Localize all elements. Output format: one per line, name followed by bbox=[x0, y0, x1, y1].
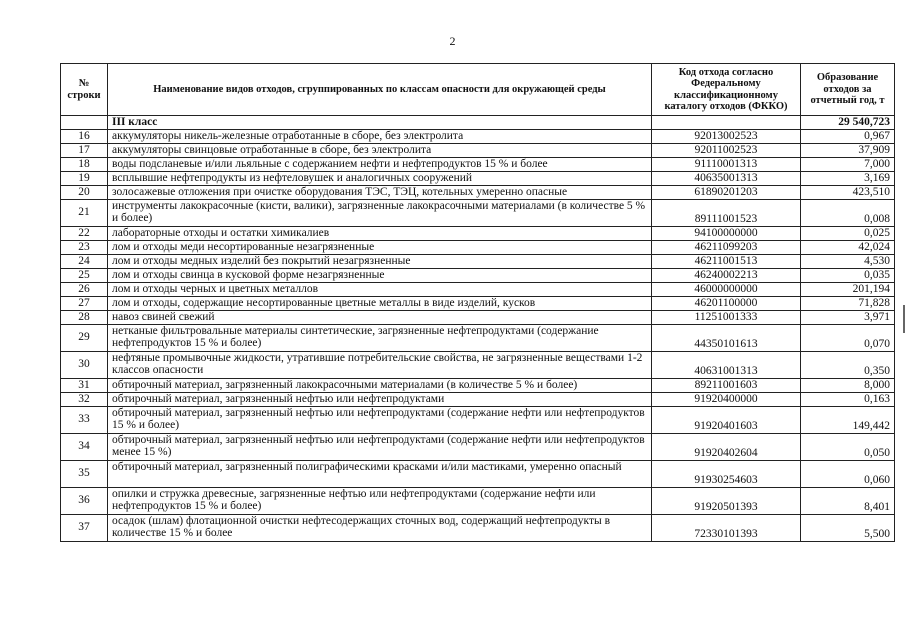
table-row bbox=[61, 392, 895, 406]
hazard-class-total: 29 540,723 bbox=[801, 116, 895, 130]
fkko-code: 91110001313 bbox=[652, 157, 801, 171]
fkko-code: 72330101393 bbox=[652, 514, 801, 541]
fkko-code: 94100000000 bbox=[652, 226, 801, 240]
fkko-code: 89211001603 bbox=[652, 378, 801, 392]
fkko-code: 46211099203 bbox=[652, 240, 801, 254]
row-number: 25 bbox=[61, 268, 108, 282]
waste-name: лом и отходы, содержащие несортированные цветные металлы в виде изделий, кусков bbox=[108, 296, 652, 310]
table-row bbox=[61, 143, 895, 157]
table-row bbox=[61, 378, 895, 392]
waste-name: нетканые фильтровальные материалы синтетические, загрязненные нефтепродуктами (содержание нефтепродуктов 15 % и более) bbox=[108, 324, 652, 351]
row-number: 20 bbox=[61, 185, 108, 199]
table-row bbox=[61, 514, 895, 541]
row-number: 36 bbox=[61, 487, 108, 514]
table-row bbox=[61, 296, 895, 310]
waste-name: золосажевые отложения при очистке оборудования ТЭС, ТЭЦ, котельных умеренно опасные bbox=[108, 185, 652, 199]
fkko-code: 46211001513 bbox=[652, 254, 801, 268]
table-row bbox=[61, 226, 895, 240]
waste-name: лом и отходы свинца в кусковой форме незагрязненные bbox=[108, 268, 652, 282]
table-row bbox=[61, 199, 895, 226]
waste-name: опилки и стружка древесные, загрязненные нефтью или нефтепродуктами (содержание нефти или нефтепродуктов 15 % и более) bbox=[108, 487, 652, 514]
hazard-class-row bbox=[61, 116, 895, 130]
table-row bbox=[61, 351, 895, 378]
table-header-row bbox=[61, 64, 895, 116]
row-number: 26 bbox=[61, 282, 108, 296]
waste-name: всплывшие нефтепродукты из нефтеловушек и аналогичных сооружений bbox=[108, 171, 652, 185]
waste-name: навоз свиней свежий bbox=[108, 310, 652, 324]
row-number: 19 bbox=[61, 171, 108, 185]
waste-name: аккумуляторы никель-железные отработанные в сборе, без электролита bbox=[108, 129, 652, 143]
fkko-code: 46201100000 bbox=[652, 296, 801, 310]
waste-name: инструменты лакокрасочные (кисти, валики), загрязненные лакокрасочными материалами (в количестве 5 % и более) bbox=[108, 199, 652, 226]
generated-amount: 3,971 bbox=[801, 310, 895, 324]
row-number: 18 bbox=[61, 157, 108, 171]
waste-name: воды подсланевые и/или льяльные с содержанием нефти и нефтепродуктов 15 % и более bbox=[108, 157, 652, 171]
fkko-code: 61890201203 bbox=[652, 185, 801, 199]
fkko-code: 11251001333 bbox=[652, 310, 801, 324]
row-number: 30 bbox=[61, 351, 108, 378]
waste-name: обтирочный материал, загрязненный нефтью или нефтепродуктами (содержание нефти или нефтепродуктов менее 15 %) bbox=[108, 433, 652, 460]
row-number: 23 bbox=[61, 240, 108, 254]
generated-amount: 8,000 bbox=[801, 378, 895, 392]
generated-amount: 0,025 bbox=[801, 226, 895, 240]
fkko-code: 44350101613 bbox=[652, 324, 801, 351]
row-number: 24 bbox=[61, 254, 108, 268]
table-row bbox=[61, 282, 895, 296]
generated-amount: 5,500 bbox=[801, 514, 895, 541]
fkko-code: 40631001313 bbox=[652, 351, 801, 378]
generated-amount: 0,967 bbox=[801, 129, 895, 143]
fkko-code: 91920402604 bbox=[652, 433, 801, 460]
generated-amount: 0,163 bbox=[801, 392, 895, 406]
row-number: 17 bbox=[61, 143, 108, 157]
generated-amount: 0,035 bbox=[801, 268, 895, 282]
generated-amount: 8,401 bbox=[801, 487, 895, 514]
table-row bbox=[61, 310, 895, 324]
generated-amount: 0,008 bbox=[801, 199, 895, 226]
row-number: 28 bbox=[61, 310, 108, 324]
page-number: 2 bbox=[449, 34, 456, 48]
fkko-code: 91920501393 bbox=[652, 487, 801, 514]
waste-name: обтирочный материал, загрязненный лакокрасочными материалами (в количестве 5 % и более) bbox=[108, 378, 652, 392]
waste-name: осадок (шлам) флотационной очистки нефтесодержащих сточных вод, содержащий нефтепродукты в количестве 15 % и более bbox=[108, 514, 652, 541]
table-row bbox=[61, 171, 895, 185]
class-row-code-cell bbox=[652, 116, 801, 130]
row-number: 34 bbox=[61, 433, 108, 460]
hazard-class-label: III класс bbox=[108, 116, 652, 130]
generated-amount: 149,442 bbox=[801, 406, 895, 433]
waste-table bbox=[60, 63, 895, 542]
row-number: 16 bbox=[61, 129, 108, 143]
row-number: 21 bbox=[61, 199, 108, 226]
fkko-code: 92011002523 bbox=[652, 143, 801, 157]
table-row bbox=[61, 129, 895, 143]
row-number: 35 bbox=[61, 460, 108, 487]
row-number: 29 bbox=[61, 324, 108, 351]
generated-amount: 423,510 bbox=[801, 185, 895, 199]
generated-amount: 7,000 bbox=[801, 157, 895, 171]
fkko-code: 91920400000 bbox=[652, 392, 801, 406]
generated-amount: 201,194 bbox=[801, 282, 895, 296]
generated-amount: 3,169 bbox=[801, 171, 895, 185]
table-row bbox=[61, 406, 895, 433]
waste-name: лом и отходы черных и цветных металлов bbox=[108, 282, 652, 296]
row-number: 37 bbox=[61, 514, 108, 541]
fkko-code: 40635001313 bbox=[652, 171, 801, 185]
waste-name: обтирочный материал, загрязненный полиграфическими красками и/или мастиками, умеренно опасный bbox=[108, 460, 652, 487]
waste-name: лом и отходы меди несортированные незагрязненные bbox=[108, 240, 652, 254]
generated-amount: 71,828 bbox=[801, 296, 895, 310]
table-row bbox=[61, 240, 895, 254]
row-number: 22 bbox=[61, 226, 108, 240]
waste-name: обтирочный материал, загрязненный нефтью или нефтепродуктами (содержание нефти или нефтепродуктов 15 % и более) bbox=[108, 406, 652, 433]
generated-amount: 0,060 bbox=[801, 460, 895, 487]
generated-amount: 0,350 bbox=[801, 351, 895, 378]
generated-amount: 4,530 bbox=[801, 254, 895, 268]
row-number: 33 bbox=[61, 406, 108, 433]
generated-amount: 37,909 bbox=[801, 143, 895, 157]
table-body bbox=[61, 116, 895, 542]
table-row bbox=[61, 254, 895, 268]
header-row-number: № строки bbox=[61, 64, 108, 116]
waste-name: нефтяные промывочные жидкости, утратившие потребительские свойства, не загрязненные веществами 1-2 классов опасности bbox=[108, 351, 652, 378]
fkko-code: 46000000000 bbox=[652, 282, 801, 296]
generated-amount: 42,024 bbox=[801, 240, 895, 254]
waste-name: аккумуляторы свинцовые отработанные в сборе, без электролита bbox=[108, 143, 652, 157]
table-row bbox=[61, 157, 895, 171]
table-row bbox=[61, 460, 895, 487]
class-row-number-cell bbox=[61, 116, 108, 130]
fkko-code: 91930254603 bbox=[652, 460, 801, 487]
row-number: 32 bbox=[61, 392, 108, 406]
waste-name: лом и отходы медных изделий без покрытий незагрязненные bbox=[108, 254, 652, 268]
row-number: 31 bbox=[61, 378, 108, 392]
header-fkko-code: Код отхода согласно Федеральному классификационному каталогу отходов (ФККО) bbox=[652, 64, 801, 116]
row-number: 27 bbox=[61, 296, 108, 310]
fkko-code: 46240002213 bbox=[652, 268, 801, 282]
fkko-code: 89111001523 bbox=[652, 199, 801, 226]
generated-amount: 0,050 bbox=[801, 433, 895, 460]
fkko-code: 91920401603 bbox=[652, 406, 801, 433]
header-generated-amount: Образование отходов за отчетный год, т bbox=[801, 64, 895, 116]
waste-name: лабораторные отходы и остатки химикалиев bbox=[108, 226, 652, 240]
generated-amount: 0,070 bbox=[801, 324, 895, 351]
table-row bbox=[61, 487, 895, 514]
fkko-code: 92013002523 bbox=[652, 129, 801, 143]
table-row bbox=[61, 433, 895, 460]
table-row bbox=[61, 324, 895, 351]
table-row bbox=[61, 268, 895, 282]
table-row bbox=[61, 185, 895, 199]
waste-name: обтирочный материал, загрязненный нефтью или нефтепродуктами bbox=[108, 392, 652, 406]
header-waste-name: Наименование видов отходов, сгруппированных по классам опасности для окружающей среды bbox=[108, 64, 652, 116]
